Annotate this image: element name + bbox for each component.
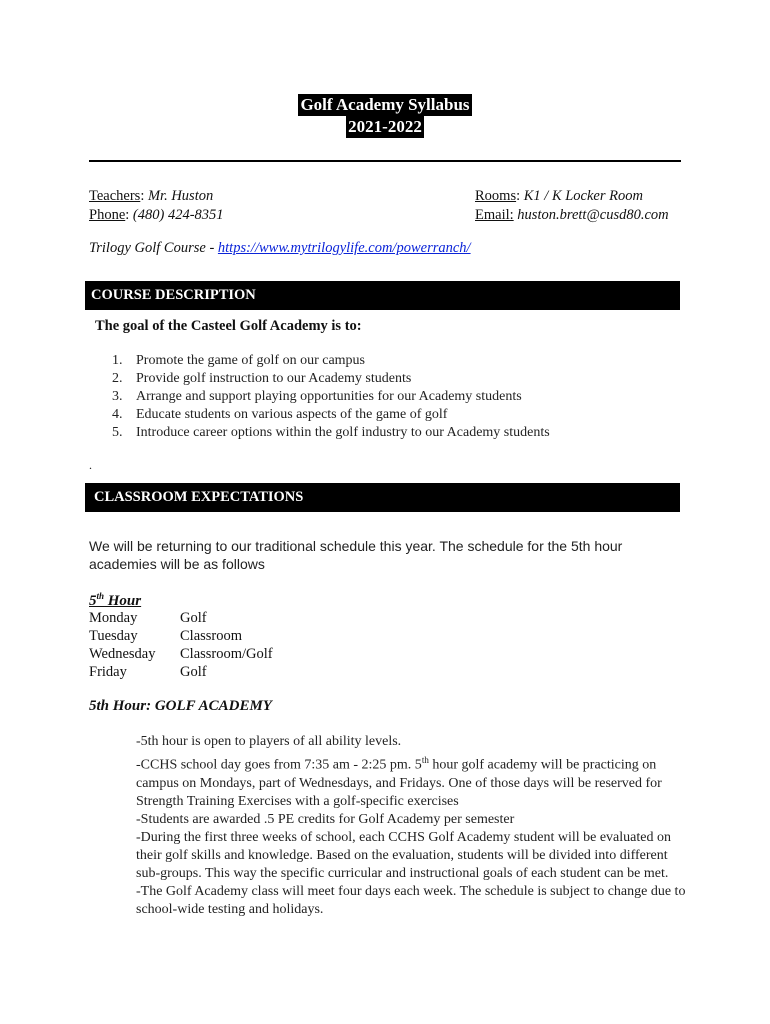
goal-intro: The goal of the Casteel Golf Academy is to: [95, 318, 362, 334]
teachers-value: Mr. Huston [144, 188, 214, 204]
academy-notes [136, 733, 686, 919]
stray-period: . [89, 458, 92, 472]
room-contact: Rooms: K1 / K Locker Room Email: huston.brett@cusd80.com [475, 188, 669, 223]
schedule-intro: We will be returning to our traditional schedule this year. The schedule for the 5th hour academies will be as follows [89, 538, 623, 572]
course-description-heading: COURSE DESCRIPTION [85, 281, 680, 310]
note-line: -Students are awarded .5 PE credits for Golf Academy per semester [136, 811, 515, 827]
schedule-row: Monday Golf [89, 610, 207, 626]
trilogy-link[interactable]: https://www.mytrilogylife.com/powerranch/ [217, 240, 471, 256]
list-item: 2. Provide golf instruction to our Academy students [112, 371, 412, 386]
title-line-2: 2021-2022 [348, 117, 422, 136]
list-item: 1. Promote the game of golf on our campus [112, 353, 366, 368]
phone-value: (480) 424-8351 [129, 207, 224, 223]
teacher-contact: Teachers: Mr. Huston Phone: (480) 424-8351 [89, 188, 224, 223]
phone-label: Phone [89, 207, 126, 223]
list-item: 5. Introduce career options within the golf industry to our Academy students [112, 425, 550, 440]
schedule-row: Friday Golf [89, 664, 207, 680]
schedule-row: Wednesday Classroom/Golf [89, 646, 273, 662]
document-title [0, 94, 770, 138]
list-item: 3. Arrange and support playing opportunities for our Academy students [112, 389, 522, 404]
rooms-value: K1 / K Locker Room [520, 188, 643, 204]
note-line: -During the first three weeks of school, each CCHS Golf Academy student will be evaluated on their golf skills and knowledge. Based on the evaluation, students will be divided into different sub-groups. This way the specific curricular and instructional goals of each student can be met. [136, 829, 671, 881]
title-divider [89, 160, 681, 162]
teachers-label: Teachers [89, 188, 141, 204]
fifth-hour-heading: 5th Hour [89, 591, 142, 609]
weekly-schedule [89, 609, 273, 681]
title-line-1: Golf Academy Syllabus [300, 95, 470, 114]
rooms-label: Rooms [475, 188, 517, 204]
trilogy-label: Trilogy Golf Course - [89, 240, 218, 256]
trilogy-course [89, 240, 471, 257]
note-line: -5th hour is open to players of all ability levels. [136, 734, 402, 749]
goals-list [112, 352, 550, 442]
email-value: huston.brett@cusd80.com [513, 207, 669, 223]
note-line: -The Golf Academy class will meet four days each week. The schedule is subject to change due to school-wide testing and holidays. [136, 883, 686, 917]
email-label: Email: [475, 207, 514, 223]
schedule-row: Tuesday Classroom [89, 628, 243, 644]
note-line: -CCHS school day goes from 7:35 am - 2:25 pm. 5th hour golf academy will be practicing on campus on Mondays, part of Wednesdays, and Fridays. One of those days will be reserved for Strength Training Exercises with a golf-specific exercises [136, 755, 662, 809]
golf-academy-heading: 5th Hour: GOLF ACADEMY [89, 698, 272, 714]
classroom-expectations-heading: CLASSROOM EXPECTATIONS [85, 483, 680, 512]
list-item: 4. Educate students on various aspects of the game of golf [112, 407, 448, 422]
